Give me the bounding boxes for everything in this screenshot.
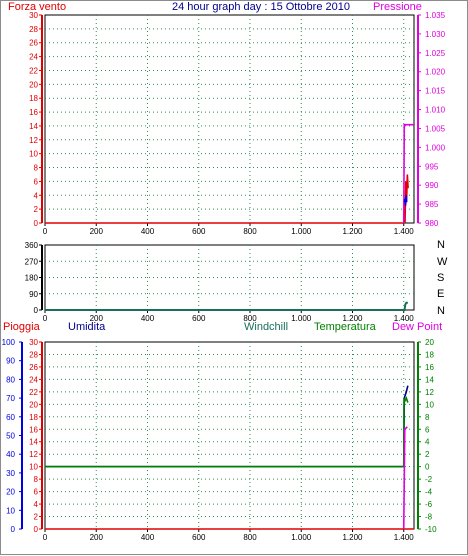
chart-title: 24 hour graph day : 15 Ottobre 2010 <box>172 1 350 13</box>
temperature-axis-tick-label: 2 <box>425 450 430 460</box>
compass-n-bottom: N <box>437 305 445 317</box>
wind-speed-axis-tick-label: 24 <box>29 52 38 62</box>
direction-chart-xtick-label: 200 <box>89 314 103 323</box>
charts-svg <box>1 1 468 556</box>
direction-chart-xtick-label: 0 <box>42 314 48 323</box>
direction-axis-tick-label: 270 <box>24 257 38 267</box>
temperature-axis-tick-label: 6 <box>425 425 430 435</box>
rain-axis-tick-label: 30 <box>29 338 38 347</box>
rain-axis-tick-label: 26 <box>29 362 38 372</box>
humidity-axis-tick-label: 50 <box>6 431 15 441</box>
direction-axis-tick-label: 90 <box>29 289 38 299</box>
temperature-axis-tick-label: -4 <box>425 487 433 497</box>
weather-chart-box <box>45 342 414 529</box>
weather-chart-xtick-label: 400 <box>140 533 155 542</box>
temperature-axis-tick-label: 10 <box>425 400 434 410</box>
wind-chart-xtick-label: 1.000 <box>291 227 312 236</box>
humidity-axis-tick-label: 30 <box>6 468 15 478</box>
weather-chart-xtick-label: 1.000 <box>291 533 312 542</box>
temperature-axis-tick-label: 20 <box>425 338 434 347</box>
dewpoint-label: Dew Point <box>392 321 443 333</box>
wind-speed-axis-tick-label: 12 <box>29 135 38 145</box>
rain-axis-tick-label: 12 <box>29 450 38 460</box>
temperature-axis-tick-label: 16 <box>425 362 434 372</box>
direction-chart-xtick-label: 800 <box>243 314 257 323</box>
pressure-axis-tick-label: 1.005 <box>425 124 446 134</box>
direction-chart-xtick-label: 400 <box>140 314 155 323</box>
wind-chart-box <box>45 15 414 223</box>
direction-chart-xtick-label: 600 <box>192 314 206 323</box>
wind-chart-xtick-label: 400 <box>140 227 155 236</box>
rain-axis-tick-label: 14 <box>29 437 38 447</box>
direction-axis-tick-label: 360 <box>24 241 38 250</box>
rain-axis-tick-label: 22 <box>29 387 38 397</box>
wind-chart-xtick-label: 800 <box>243 227 257 236</box>
temperature-axis-tick-label: -8 <box>425 512 433 522</box>
rain-axis-tick-label: 0 <box>33 525 38 534</box>
temperature-axis-tick-label: 12 <box>425 387 434 397</box>
windchill-label: Windchill <box>244 321 289 333</box>
rain-axis-tick-label: 28 <box>29 350 38 360</box>
temperature-axis-tick-label: -10 <box>425 525 437 534</box>
compass-e: E <box>437 288 445 300</box>
weather-chart-xtick-label: 200 <box>89 533 103 542</box>
weather-chart-xtick-label: 0 <box>42 533 48 542</box>
wind-chart-xtick-label: 1.200 <box>342 227 363 236</box>
wind-speed-axis-tick-label: 0 <box>33 219 38 228</box>
rain-axis-tick-label: 24 <box>29 375 38 385</box>
pressure-axis-tick-label: 1.030 <box>425 29 446 39</box>
humidity-axis-tick-label: 90 <box>6 356 15 366</box>
wind-speed-axis-tick-label: 10 <box>29 149 38 159</box>
pressure-axis-tick-label: 1.010 <box>425 105 446 115</box>
wind-chart-xtick-label: 200 <box>89 227 103 236</box>
compass-s: S <box>437 272 445 284</box>
pressure-axis-tick-label: 1.000 <box>425 143 446 153</box>
pressure-axis-tick-label: 1.025 <box>425 48 446 58</box>
pressure-axis-tick-label: 1.035 <box>425 11 446 20</box>
temperature-axis-tick-label: 0 <box>425 462 430 472</box>
pressure-axis-tick-label: 990 <box>425 181 439 191</box>
wind-speed-axis-tick-label: 2 <box>33 205 38 215</box>
wind-speed-label: Forza vento <box>8 1 67 13</box>
humidity-label: Umidita <box>68 321 106 333</box>
pressure-label: Pressione <box>373 1 422 13</box>
wind-chart-xtick-label: 1.400 <box>393 227 414 236</box>
temperature-axis-tick-label: -2 <box>425 475 433 485</box>
pressure-axis-tick-label: 1.020 <box>425 67 446 77</box>
humidity-axis-tick-label: 100 <box>1 338 15 347</box>
compass-w: W <box>437 256 448 268</box>
temperature-axis-tick-label: 8 <box>425 412 430 422</box>
wind-chart-xtick-label: 600 <box>192 227 206 236</box>
direction-axis-tick-label: 180 <box>24 273 38 283</box>
humidity-axis-tick-label: 80 <box>6 375 15 385</box>
wind-speed-axis-tick-label: 20 <box>29 80 38 90</box>
wind-speed-axis-tick-label: 30 <box>29 11 38 20</box>
temperature-label: Temperatura <box>314 321 376 333</box>
humidity-axis-tick-label: 40 <box>6 450 15 460</box>
weather-chart-xtick-label: 1.400 <box>393 533 414 542</box>
rain-label: Pioggia <box>3 321 40 333</box>
wind-speed-axis-tick-label: 22 <box>29 66 38 76</box>
rain-axis-tick-label: 6 <box>33 487 38 497</box>
humidity-axis-tick-label: 70 <box>6 394 15 404</box>
wind-speed-axis-tick-label: 4 <box>33 191 38 201</box>
rain-axis-tick-label: 18 <box>29 412 38 422</box>
rain-axis-tick-label: 4 <box>33 500 38 510</box>
temperature-axis-tick-label: 14 <box>425 375 434 385</box>
weather-chart-xtick-label: 600 <box>192 533 206 542</box>
humidity-axis-tick-label: 60 <box>6 412 15 422</box>
wind-speed-axis-tick-label: 28 <box>29 24 38 34</box>
humidity-axis-tick-label: 10 <box>6 506 15 516</box>
wind-speed-axis-tick-label: 8 <box>33 163 38 173</box>
weather-chart-xtick-label: 800 <box>243 533 257 542</box>
wind-speed-axis-tick-label: 14 <box>29 121 38 131</box>
direction-chart-series-0 <box>45 303 408 310</box>
wind-speed-axis-tick-label: 16 <box>29 108 38 118</box>
pressure-axis-tick-label: 985 <box>425 200 439 210</box>
wind-speed-axis-tick-label: 26 <box>29 38 38 48</box>
pressure-axis-tick-label: 995 <box>425 162 439 172</box>
temperature-axis-tick-label: 18 <box>425 350 434 360</box>
humidity-axis-tick-label: 0 <box>10 525 15 534</box>
direction-chart-xtick-label: 1.400 <box>393 314 414 323</box>
compass-n-top: N <box>437 239 445 251</box>
pressure-axis-tick-label: 1.015 <box>425 86 446 96</box>
direction-chart-xtick-label: 1.200 <box>342 314 363 323</box>
direction-axis-tick-label: 0 <box>33 306 38 315</box>
rain-axis-tick-label: 10 <box>29 462 38 472</box>
direction-chart-xtick-label: 1.000 <box>291 314 312 323</box>
temperature-axis-tick-label: -6 <box>425 500 433 510</box>
rain-axis-tick-label: 2 <box>33 512 38 522</box>
rain-axis-tick-label: 8 <box>33 475 38 485</box>
weather-chart-xtick-label: 1.200 <box>342 533 363 542</box>
wind-speed-axis-tick-label: 6 <box>33 177 38 187</box>
wind-speed-axis-tick-label: 18 <box>29 94 38 104</box>
rain-axis-tick-label: 20 <box>29 400 38 410</box>
temperature-axis-tick-label: 4 <box>425 437 430 447</box>
weather-chart-series-3 <box>45 398 408 467</box>
humidity-axis-tick-label: 20 <box>6 487 15 497</box>
wind-chart-xtick-label: 0 <box>42 227 48 236</box>
rain-axis-tick-label: 16 <box>29 425 38 435</box>
pressure-axis-tick-label: 980 <box>425 219 439 228</box>
